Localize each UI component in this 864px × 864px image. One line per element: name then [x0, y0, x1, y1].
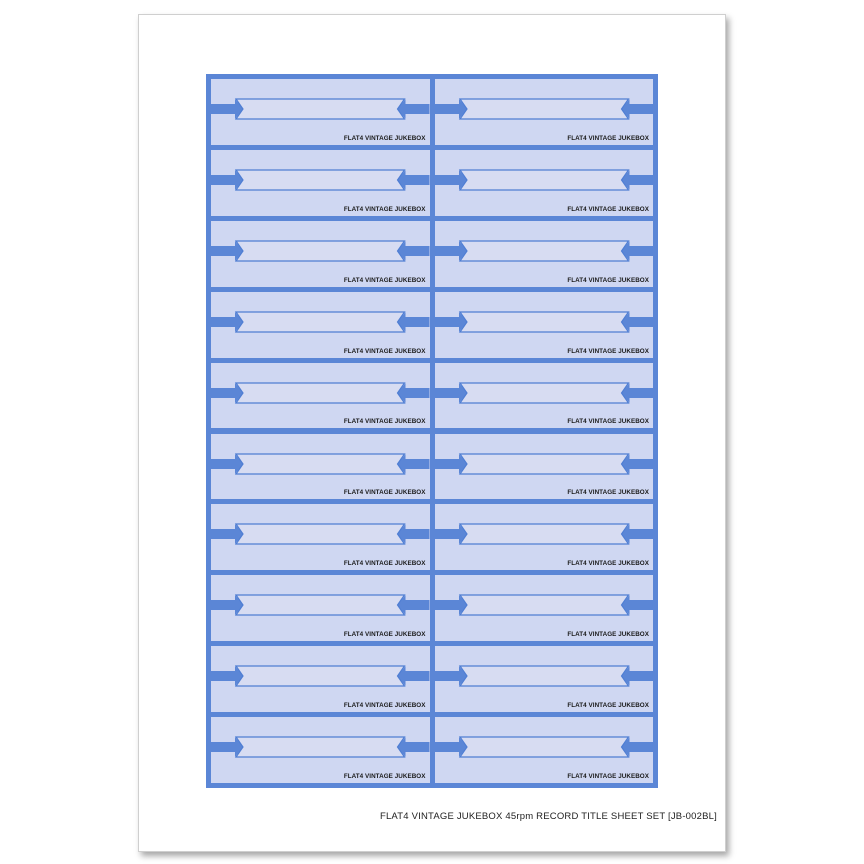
title-strip: [211, 434, 430, 500]
title-strip: [211, 150, 430, 216]
strip-brand-text: FLAT4 VINTAGE JUKEBOX: [343, 631, 426, 639]
title-banner-shape: [236, 524, 405, 544]
title-banner-shape: [460, 312, 629, 332]
title-strip: [435, 717, 654, 783]
strip-brand-text: FLAT4 VINTAGE JUKEBOX: [567, 276, 649, 284]
strip-brand-text: FLAT4 VINTAGE JUKEBOX: [343, 205, 426, 213]
title-banner-shape: [236, 170, 405, 190]
title-strip-grid: [206, 74, 658, 788]
title-strip: [211, 504, 430, 570]
title-strip: [211, 575, 430, 641]
title-banner-shape: [236, 595, 405, 615]
title-strip: [435, 79, 654, 145]
title-strip: [435, 221, 654, 287]
title-strip: [211, 79, 430, 145]
title-strip: [435, 504, 654, 570]
strip-brand-text: FLAT4 VINTAGE JUKEBOX: [567, 702, 649, 710]
title-banner-shape: [236, 99, 405, 119]
title-strip: [211, 292, 430, 358]
strip-brand-text: FLAT4 VINTAGE JUKEBOX: [343, 560, 426, 568]
strip-brand-text: FLAT4 VINTAGE JUKEBOX: [343, 418, 426, 426]
title-banner-shape: [460, 99, 629, 119]
strip-brand-text: FLAT4 VINTAGE JUKEBOX: [343, 134, 426, 142]
strip-brand-text: FLAT4 VINTAGE JUKEBOX: [567, 631, 649, 639]
strip-brand-text: FLAT4 VINTAGE JUKEBOX: [567, 134, 649, 142]
strip-brand-text: FLAT4 VINTAGE JUKEBOX: [343, 347, 426, 355]
title-strip: [435, 575, 654, 641]
strip-brand-text: FLAT4 VINTAGE JUKEBOX: [567, 772, 649, 780]
sheet-caption: FLAT4 VINTAGE JUKEBOX 45rpm RECORD TITLE SHEET SET [JB-002BL]: [379, 811, 717, 822]
strip-brand-text: FLAT4 VINTAGE JUKEBOX: [343, 276, 426, 284]
strip-brand-text: FLAT4 VINTAGE JUKEBOX: [343, 702, 426, 710]
title-banner-shape: [236, 737, 405, 757]
title-strip: [435, 646, 654, 712]
title-banner-shape: [460, 666, 629, 686]
title-strip: [211, 646, 430, 712]
title-banner-shape: [460, 595, 629, 615]
title-banner-shape: [460, 170, 629, 190]
strip-brand-text: FLAT4 VINTAGE JUKEBOX: [343, 489, 426, 497]
strip-brand-text: FLAT4 VINTAGE JUKEBOX: [343, 772, 426, 780]
title-strip: [435, 292, 654, 358]
strip-brand-text: FLAT4 VINTAGE JUKEBOX: [567, 560, 649, 568]
title-strip: [211, 717, 430, 783]
strip-brand-text: FLAT4 VINTAGE JUKEBOX: [567, 418, 649, 426]
strip-brand-text: FLAT4 VINTAGE JUKEBOX: [567, 205, 649, 213]
title-banner-shape: [460, 737, 629, 757]
title-banner-shape: [460, 241, 629, 261]
title-banner-shape: [236, 666, 405, 686]
title-strip: [211, 363, 430, 429]
title-strip: [211, 221, 430, 287]
title-strip: [435, 363, 654, 429]
title-banner-shape: [236, 383, 405, 403]
strip-brand-text: FLAT4 VINTAGE JUKEBOX: [567, 489, 649, 497]
title-banner-shape: [236, 241, 405, 261]
title-banner-shape: [460, 383, 629, 403]
title-banner-shape: [460, 454, 629, 474]
title-strip: [435, 434, 654, 500]
title-banner-shape: [236, 454, 405, 474]
title-banner-shape: [236, 312, 405, 332]
strip-brand-text: FLAT4 VINTAGE JUKEBOX: [567, 347, 649, 355]
title-strip: [435, 150, 654, 216]
title-banner-shape: [460, 524, 629, 544]
title-sheet-page: [138, 14, 726, 852]
